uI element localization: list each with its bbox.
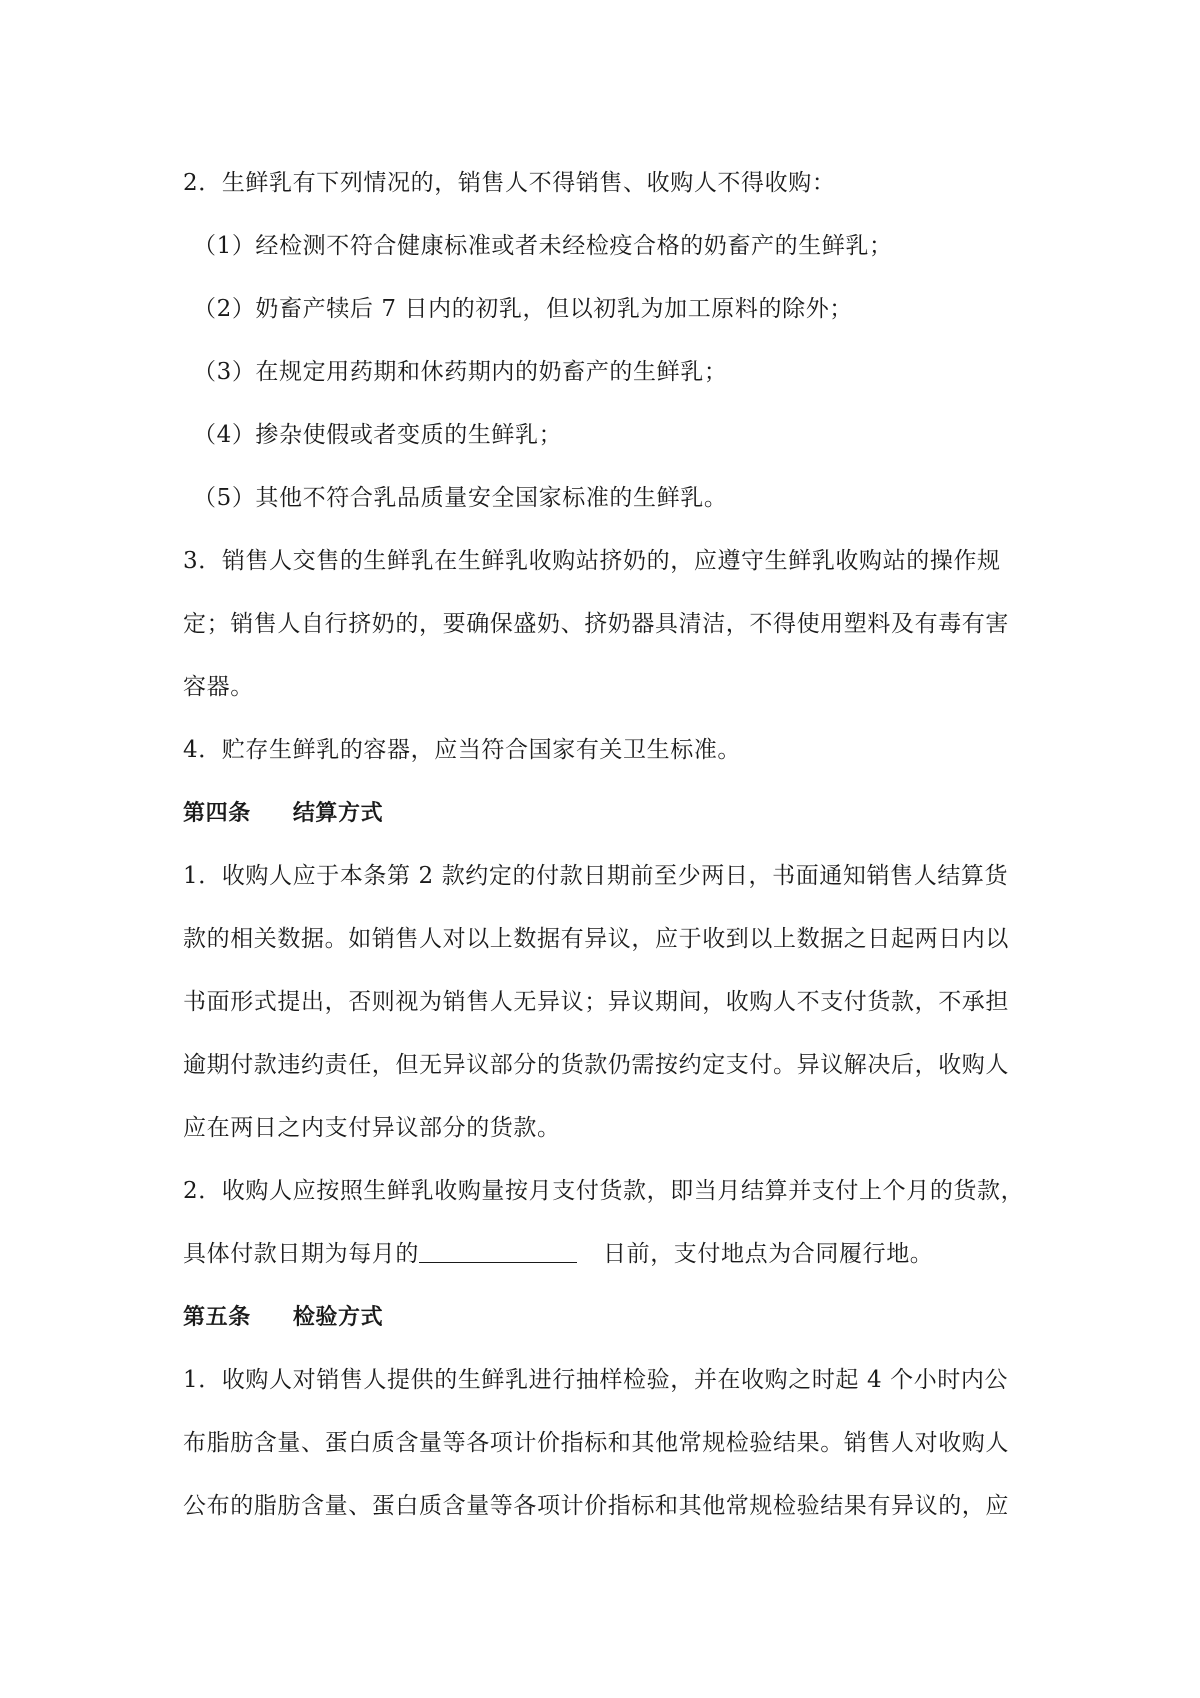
article4-title: 结算方式 <box>292 801 384 826</box>
a5-item1-line3: 公布的脂肪含量、蛋白质含量等各项计价指标和其他常规检验结果有异议的，应 <box>183 1493 1009 1519</box>
s3-item2-sub4: （4）掺杂使假或者变质的生鲜乳； <box>193 422 563 448</box>
s3-item2-sub1: （1）经检测不符合健康标准或者未经检疫合格的奶畜产的生鲜乳； <box>193 233 893 259</box>
s3-item2-sub3: （3）在规定用药期和休药期内的奶畜产的生鲜乳； <box>193 359 728 385</box>
a4-item2-after-blank: 日前，支付地点为合同履行地。 <box>603 1241 934 1267</box>
a5-item1-line1: 1．收购人对销售人提供的生鲜乳进行抽样检验，并在收购之时起 4 个小时内公 <box>183 1367 1009 1393</box>
a4-item1-line4: 逾期付款违约责任，但无异议部分的货款仍需按约定支付。异议解决后，收购人 <box>183 1052 1009 1078</box>
article4-number: 第四条 <box>183 801 251 826</box>
a5-item1-line2: 布脂肪含量、蛋白质含量等各项计价指标和其他常规检验结果。销售人对收购人 <box>183 1430 1009 1456</box>
s3-item2-sub2: （2）奶畜产犊后 7 日内的初乳，但以初乳为加工原料的除外； <box>193 296 853 322</box>
a4-item2-line2 <box>183 1223 1023 1286</box>
s3-item3-line1: 3．销售人交售的生鲜乳在生鲜乳收购站挤奶的，应遵守生鲜乳收购站的操作规 <box>183 548 1001 574</box>
article5-number: 第五条 <box>183 1305 251 1330</box>
document-page <box>183 152 1023 1538</box>
article4-heading <box>183 782 1023 845</box>
s3-item4: 4．贮存生鲜乳的容器，应当符合国家有关卫生标准。 <box>183 737 742 763</box>
s3-item2-intro: 2．生鲜乳有下列情况的，销售人不得销售、收购人不得收购： <box>183 170 836 196</box>
s3-item3-line3: 容器。 <box>183 674 254 700</box>
a4-item1-line1: 1．收购人应于本条第 2 款约定的付款日期前至少两日，书面通知销售人结算货 <box>183 863 1009 889</box>
article5-heading <box>183 1286 1023 1349</box>
s3-item3-line2: 定；销售人自行挤奶的，要确保盛奶、挤奶器具清洁，不得使用塑料及有毒有害 <box>183 611 1009 637</box>
s3-item2-sub5: （5）其他不符合乳品质量安全国家标准的生鲜乳。 <box>193 485 728 511</box>
a4-item2-line1: 2．收购人应按照生鲜乳收购量按月支付货款，即当月结算并支付上个月的货款， <box>183 1178 1025 1204</box>
a4-item2-before-blank: 具体付款日期为每月的 <box>183 1241 419 1267</box>
article5-title: 检验方式 <box>292 1305 384 1330</box>
a4-item1-line5: 应在两日之内支付异议部分的货款。 <box>183 1115 561 1141</box>
a4-item1-line3: 书面形式提出，否则视为销售人无异议；异议期间，收购人不支付货款，不承担 <box>183 989 1009 1015</box>
a4-item1-line2: 款的相关数据。如销售人对以上数据有异议，应于收到以上数据之日起两日内以 <box>183 926 1009 952</box>
payment-day-blank[interactable] <box>419 1240 577 1263</box>
